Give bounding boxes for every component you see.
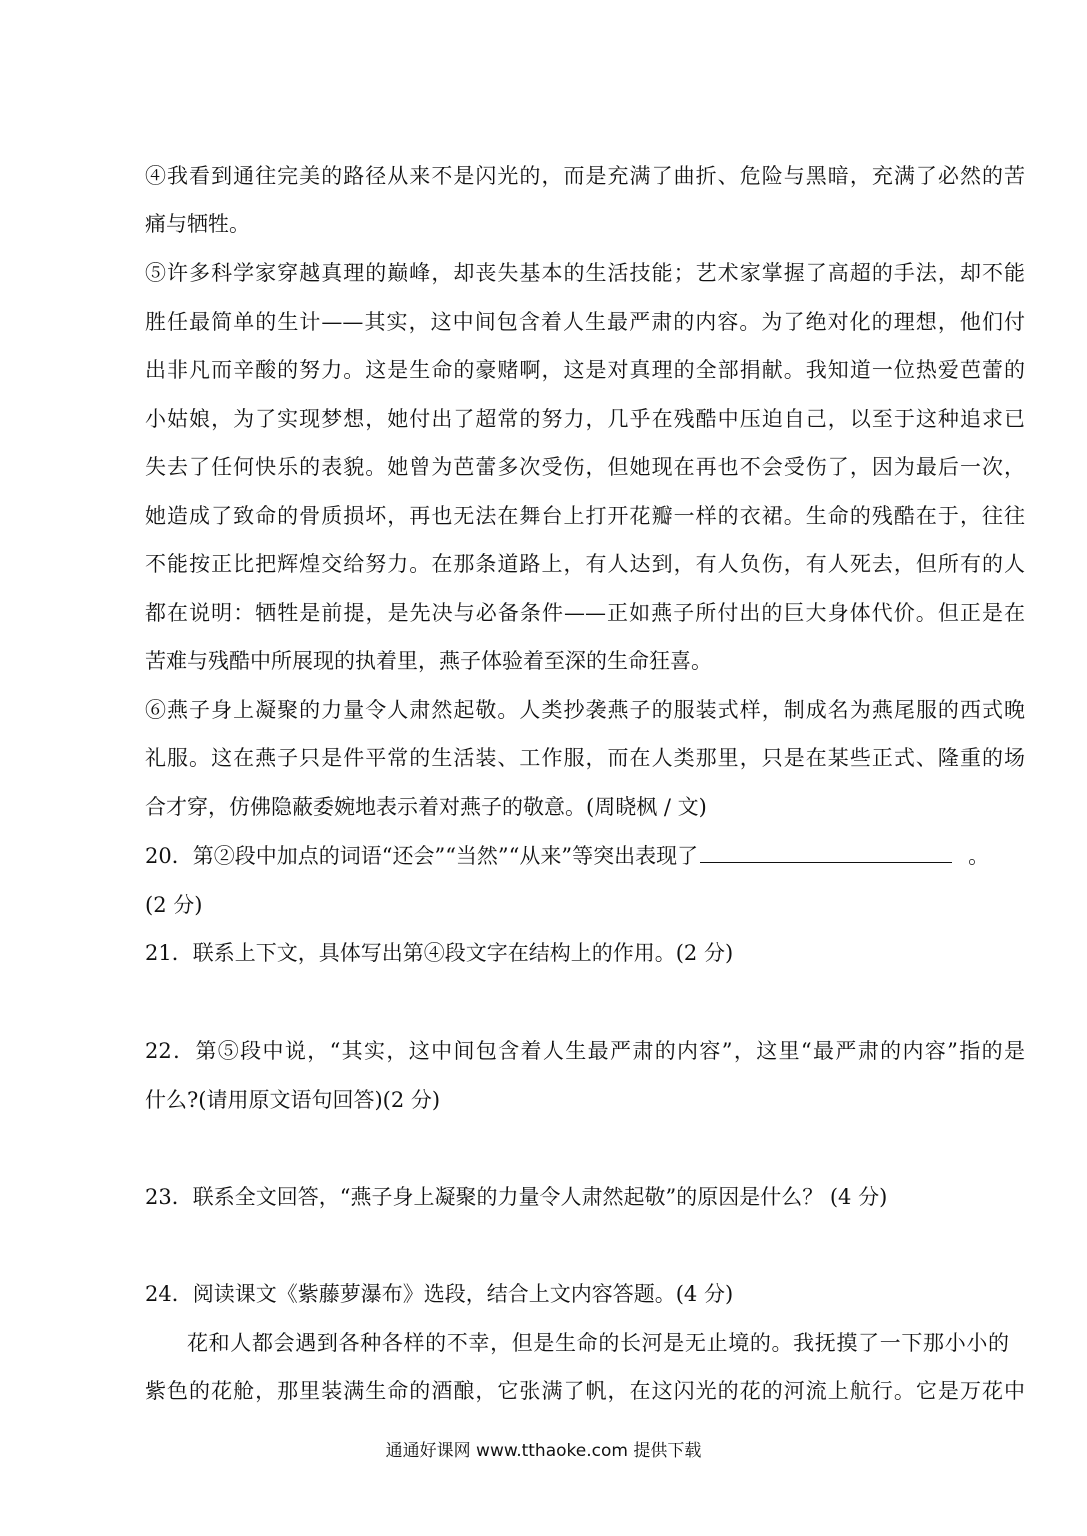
text-line: 不能按正比把辉煌交给努力。在那条道路上，有人达到，有人负伤，有人死去，但所有的人 xyxy=(145,552,1025,576)
question-22-line: 什么?(请用原文语句回答)(2 分) xyxy=(145,1088,441,1112)
text-line: 合才穿，仿佛隐蔽委婉地表示着对燕子的敬意。(周晓枫 / 文) xyxy=(145,795,707,819)
question-22-line: 22．第⑤段中说，“其实，这中间包含着人生最严肃的内容”，这里“最严肃的内容”指的是 xyxy=(145,1039,1025,1063)
text-line: 小姑娘，为了实现梦想，她付出了超常的努力，几乎在残酷中压迫自己，以至于这种追求已 xyxy=(145,407,1025,431)
text-line: 苦难与残酷中所展现的执着里，燕子体验着至深的生命狂喜。 xyxy=(145,649,712,673)
text-line: 都在说明：牺牲是前提，是先决与必备条件——正如燕子所付出的巨大身体代价。但正是在 xyxy=(145,601,1025,625)
question-20-end: 。 xyxy=(968,844,990,868)
text-line: ④我看到通往完美的路径从来不是闪光的，而是充满了曲折、危险与黑暗，充满了必然的苦 xyxy=(145,164,1025,188)
text-line: 她造成了致命的骨质损坏，再也无法在舞台上打开花瓣一样的衣裙。生命的残酷在于，往往 xyxy=(145,504,1025,528)
text-line: 失去了任何快乐的表貌。她曾为芭蕾多次受伤，但她现在再也不会受伤了，因为最后一次， xyxy=(145,455,1025,479)
answer-blank[interactable] xyxy=(700,842,952,863)
text-line: 出非凡而辛酸的努力。这是生命的豪赌啊，这是对真理的全部捐献。我知道一位热爱芭蕾的 xyxy=(145,358,1025,382)
page-footer: 通通好课网 www.tthaoke.com 提供下载 xyxy=(385,1441,702,1461)
question-23: 23．联系全文回答，“燕子身上凝聚的力量令人肃然起敬”的原因是什么？ (4 分) xyxy=(145,1185,888,1209)
question-20-score: (2 分) xyxy=(145,893,203,917)
excerpt-line: 紫色的花舱，那里装满生命的酒酿，它张满了帆，在这闪光的花的河流上航行。它是万花中 xyxy=(145,1379,1025,1403)
text-line: 礼服。这在燕子只是件平常的生活装、工作服，而在人类那里，只是在某些正式、隆重的场 xyxy=(145,746,1025,770)
excerpt-line: 花和人都会遇到各种各样的不幸，但是生命的长河是无止境的。我抚摸了一下那小小的 xyxy=(187,1331,1009,1355)
text-line: 胜任最简单的生计——其实，这中间包含着人生最严肃的内容。为了绝对化的理想，他们付 xyxy=(145,310,1025,334)
question-21: 21．联系上下文，具体写出第④段文字在结构上的作用。(2 分) xyxy=(145,941,734,965)
question-20-line xyxy=(145,842,1025,870)
question-20-text: 20．第②段中加点的词语“还会”“当然”“从来”等突出表现了 xyxy=(145,844,699,868)
text-line: 痛与牺牲。 xyxy=(145,212,250,236)
text-line: ⑥燕子身上凝聚的力量令人肃然起敬。人类抄袭燕子的服装式样，制成名为燕尾服的西式晚 xyxy=(145,698,1025,722)
text-line: ⑤许多科学家穿越真理的巅峰，却丧失基本的生活技能；艺术家掌握了高超的手法，却不能 xyxy=(145,261,1025,285)
question-24-text: 24．阅读课文《紫藤萝瀑布》选段，结合上文内容答题。(4 分) xyxy=(145,1282,734,1306)
